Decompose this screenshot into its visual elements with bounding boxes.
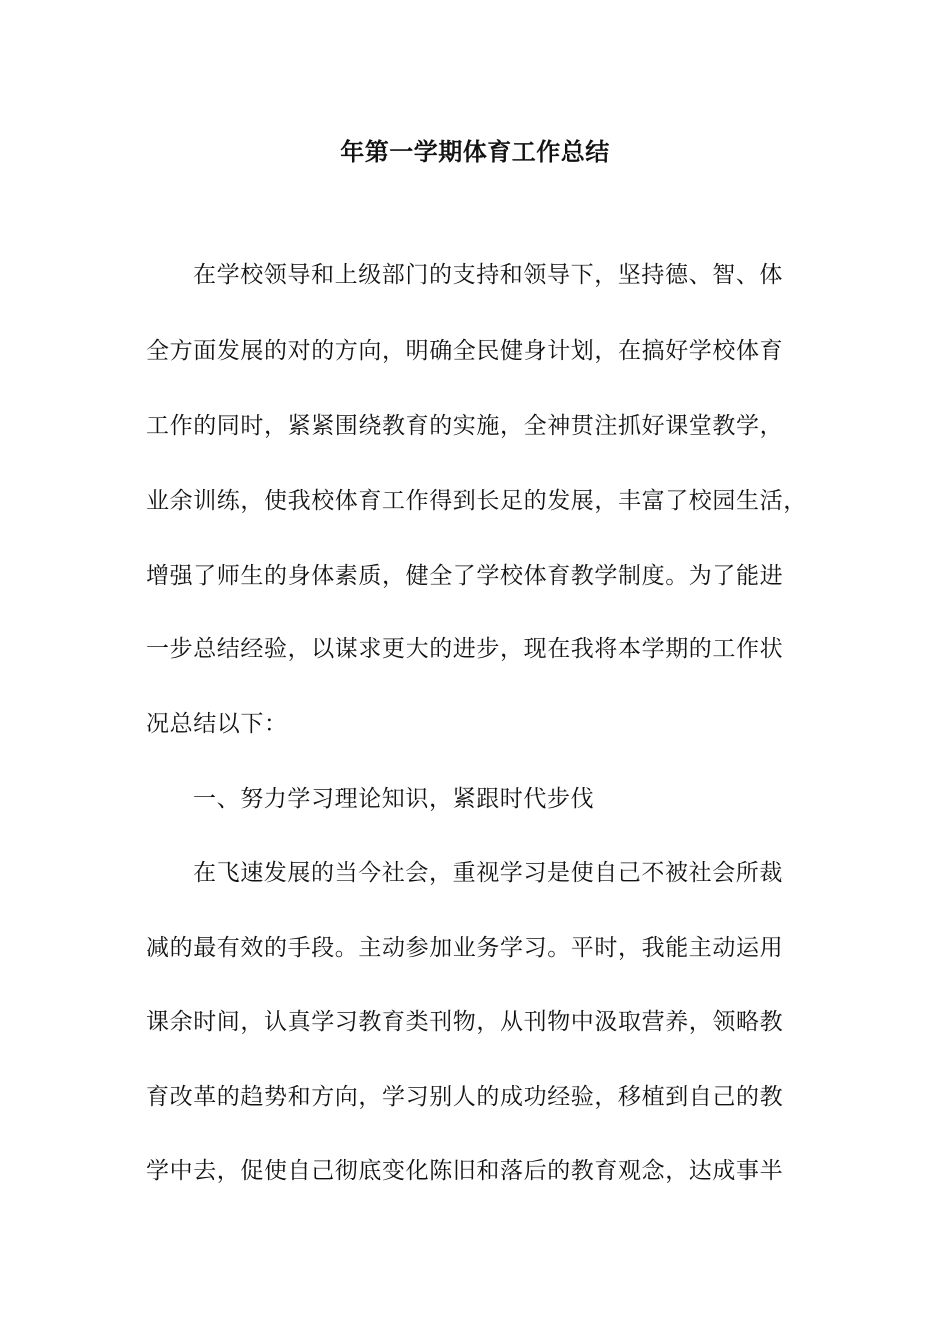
paragraph-line-10: 课余时间，认真学习教育类刊物，从刊物中汲取营养，领略教 [146,1009,784,1035]
paragraph-line-8: 在飞速发展的当今社会，重视学习是使自己不被社会所裁 [193,860,783,886]
paragraph-line-6: 一步总结经验，以谋求更大的进步，现在我将本学期的工作状 [146,636,784,662]
paragraph-line-7: 况总结以下： [146,711,288,737]
document-title: 年第一学期体育工作总结 [340,138,610,166]
paragraph-line-5: 增强了师生的身体素质，健全了学校体育教学制度。为了能进 [146,563,784,589]
paragraph-line-3: 工作的同时，紧紧围绕教育的实施，全神贯注抓好课堂教学， [146,413,784,439]
paragraph-line-9: 减的最有效的手段。主动参加业务学习。平时，我能主动运用 [146,935,784,961]
paragraph-line-11: 育改革的趋势和方向，学习别人的成功经验，移植到自己的教 [146,1084,784,1110]
section-heading-1: 一、努力学习理论知识，紧跟时代步伐 [193,786,595,812]
paragraph-line-12: 学中去，促使自己彻底变化陈旧和落后的教育观念，达成事半 [146,1158,784,1184]
paragraph-line-2: 全方面发展的对的方向，明确全民健身计划，在搞好学校体育 [146,338,784,364]
paragraph-line-1: 在学校领导和上级部门的支持和领导下，坚持德、智、体 [193,262,783,288]
paragraph-line-4: 业余训练，使我校体育工作得到长足的发展，丰富了校园生活， [146,488,807,514]
